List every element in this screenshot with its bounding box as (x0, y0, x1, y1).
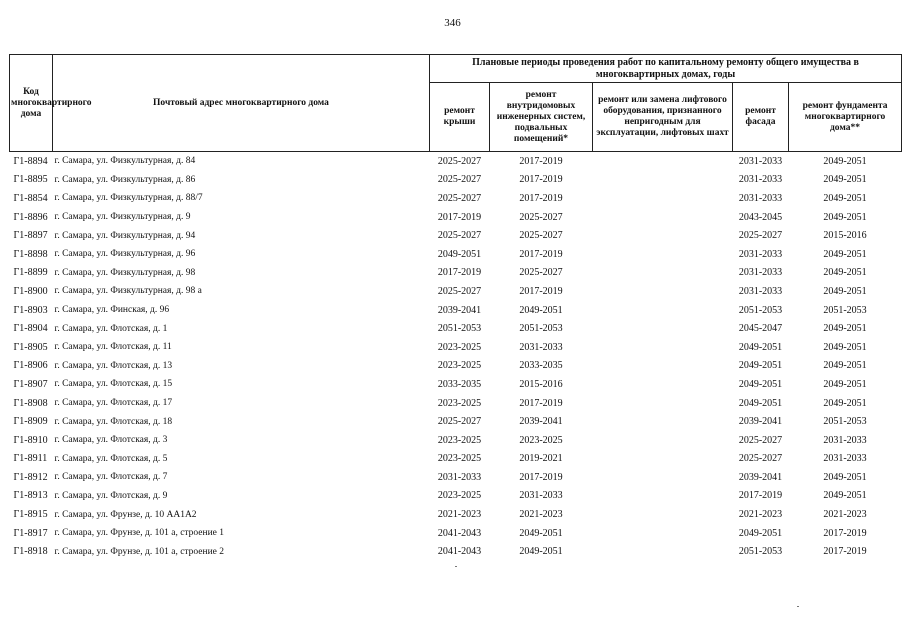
cell-foundation: 2049-2051 (823, 267, 867, 279)
cell-systems: 2017-2019 (519, 192, 563, 204)
header-code: Код многоквартирного дома (10, 55, 53, 152)
cell-elevator (593, 375, 733, 394)
cell-foundation: 2021-2023 (823, 509, 867, 521)
cell-facade: 2039-2041 (738, 416, 783, 428)
cell-roof: 2023-2025 (437, 360, 482, 372)
cell-foundation: 2049-2051 (823, 323, 867, 335)
table-row (10, 394, 902, 413)
cell-facade: 2031-2033 (738, 285, 783, 297)
cell-address: г. Самара, ул. Флотская, д. 13 (54, 360, 173, 371)
cell-roof: 2023-2025 (437, 397, 482, 409)
header-address: Почтовый адрес многоквартирного дома (53, 55, 430, 152)
cell-foundation: 2051-2053 (823, 304, 867, 316)
table-row (10, 264, 902, 283)
cell-facade: 2031-2033 (738, 174, 783, 186)
cell-code: Г1-8898 (13, 248, 48, 260)
cell-foundation: 2049-2051 (823, 211, 867, 223)
cell-facade: 2025-2027 (738, 453, 783, 465)
table-row (10, 357, 902, 376)
cell-foundation: 2049-2051 (823, 248, 867, 260)
cell-systems: 2049-2051 (519, 527, 563, 539)
cell-foundation: 2049-2051 (823, 285, 867, 297)
scan-speck (797, 606, 799, 607)
cell-systems: 2017-2019 (519, 155, 563, 167)
cell-roof: 2051-2053 (437, 323, 482, 335)
capital-repair-table (9, 54, 902, 561)
table-row (10, 152, 902, 171)
cell-systems: 2017-2019 (519, 248, 563, 260)
cell-facade: 2049-2051 (738, 378, 783, 390)
cell-elevator (593, 468, 733, 487)
table-row (10, 524, 902, 543)
cell-address: г. Самара, ул. Флотская, д. 18 (54, 416, 173, 427)
cell-address: г. Самара, ул. Физкультурная, д. 88/7 (54, 193, 203, 204)
cell-roof: 2049-2051 (437, 248, 482, 260)
cell-roof: 2025-2027 (437, 416, 482, 428)
cell-facade: 2051-2053 (738, 304, 783, 316)
cell-address: г. Самара, ул. Физкультурная, д. 94 (54, 230, 196, 241)
cell-code: Г1-8909 (13, 416, 48, 428)
cell-code: Г1-8907 (13, 378, 48, 390)
cell-code: Г1-8906 (13, 360, 48, 372)
cell-code: Г1-8895 (13, 174, 48, 186)
cell-facade: 2031-2033 (738, 248, 783, 260)
cell-code: Г1-8854 (13, 192, 48, 204)
table-row (10, 338, 902, 357)
cell-address: г. Самара, ул. Флотская, д. 11 (54, 342, 172, 353)
cell-foundation: 2049-2051 (823, 174, 867, 186)
cell-code: Г1-8896 (13, 211, 48, 223)
cell-facade: 2045-2047 (738, 323, 783, 335)
cell-elevator (593, 412, 733, 431)
cell-systems: 2025-2027 (519, 211, 563, 223)
cell-roof: 2023-2025 (437, 453, 482, 465)
table-row (10, 487, 902, 506)
cell-systems: 2021-2023 (519, 509, 563, 521)
cell-address: г. Самара, ул. Фрунзе, д. 101 а, строение 2 (54, 546, 225, 557)
cell-systems: 2017-2019 (519, 174, 563, 186)
cell-foundation: 2031-2033 (823, 453, 867, 465)
cell-facade: 2025-2027 (738, 434, 783, 446)
cell-systems: 2031-2033 (519, 490, 563, 502)
cell-facade: 2025-2027 (738, 230, 783, 242)
table-body (10, 152, 902, 562)
cell-foundation: 2031-2033 (823, 434, 867, 446)
cell-code: Г1-8897 (13, 230, 48, 242)
table-row (10, 412, 902, 431)
cell-roof: 2041-2043 (437, 546, 482, 558)
cell-foundation: 2049-2051 (823, 490, 867, 502)
table-row (10, 431, 902, 450)
cell-code: Г1-8911 (13, 453, 48, 465)
cell-elevator (593, 282, 733, 301)
cell-code: Г1-8908 (13, 397, 48, 409)
cell-foundation: 2049-2051 (823, 397, 867, 409)
header-roof: ремонт крыши (430, 83, 490, 152)
cell-roof: 2025-2027 (437, 192, 482, 204)
cell-address: г. Самара, ул. Фрунзе, д. 10 АА1А2 (54, 509, 197, 520)
cell-foundation: 2051-2053 (823, 416, 867, 428)
cell-roof: 2025-2027 (437, 155, 482, 167)
table-row (10, 375, 902, 394)
cell-facade: 2051-2053 (738, 546, 783, 558)
page-number: 346 (444, 17, 461, 29)
cell-code: Г1-8917 (13, 527, 48, 539)
cell-roof: 2025-2027 (437, 285, 482, 297)
cell-facade: 2049-2051 (738, 360, 783, 372)
cell-systems: 2039-2041 (519, 416, 563, 428)
cell-elevator (593, 505, 733, 524)
header-facade: ремонт фасада (733, 83, 789, 152)
cell-systems: 2019-2021 (519, 453, 563, 465)
cell-roof: 2023-2025 (437, 434, 482, 446)
table-row (10, 301, 902, 320)
table-row (10, 282, 902, 301)
cell-systems: 2017-2019 (519, 285, 563, 297)
cell-code: Г1-8910 (13, 434, 48, 446)
cell-elevator (593, 152, 733, 171)
cell-systems: 2023-2025 (519, 434, 563, 446)
cell-elevator (593, 226, 733, 245)
cell-address: г. Самара, ул. Флотская, д. 1 (54, 323, 168, 334)
table-row (10, 245, 902, 264)
cell-elevator (593, 208, 733, 227)
cell-systems: 2015-2016 (519, 378, 563, 390)
cell-systems: 2025-2027 (519, 230, 563, 242)
cell-elevator (593, 431, 733, 450)
cell-code: Г1-8905 (13, 341, 48, 353)
cell-elevator (593, 450, 733, 469)
header-periods-group: Плановые периоды проведения работ по капитальному ремонту общего имущества в многоквартирных домах, годы (430, 55, 902, 83)
cell-facade: 2031-2033 (738, 267, 783, 279)
cell-roof: 2031-2033 (437, 471, 482, 483)
header-elevator: ремонт или замена лифтового оборудования, признанного непригодным для эксплуатации, лифтовых шахт (593, 83, 733, 152)
cell-address: г. Самара, ул. Флотская, д. 9 (54, 490, 168, 501)
table-row (10, 171, 902, 190)
cell-foundation: 2049-2051 (823, 155, 867, 167)
cell-systems: 2017-2019 (519, 471, 563, 483)
cell-facade: 2017-2019 (738, 490, 783, 502)
cell-elevator (593, 487, 733, 506)
cell-roof: 2017-2019 (437, 267, 482, 279)
cell-elevator (593, 338, 733, 357)
cell-foundation: 2049-2051 (823, 341, 867, 353)
cell-address: г. Самара, ул. Физкультурная, д. 98 а (54, 286, 202, 297)
table-row (10, 189, 902, 208)
cell-elevator (593, 542, 733, 561)
cell-elevator (593, 189, 733, 208)
cell-code: Г1-8903 (13, 304, 48, 316)
table-row (10, 468, 902, 487)
cell-elevator (593, 171, 733, 190)
cell-address: г. Самара, ул. Физкультурная, д. 86 (54, 174, 196, 185)
cell-elevator (593, 264, 733, 283)
cell-facade: 2049-2051 (738, 341, 783, 353)
cell-address: г. Самара, ул. Финская, д. 96 (54, 305, 170, 316)
table-row (10, 450, 902, 469)
cell-address: г. Самара, ул. Фрунзе, д. 101 а, строение 1 (54, 528, 225, 539)
cell-address: г. Самара, ул. Физкультурная, д. 98 (54, 267, 196, 278)
table-row (10, 226, 902, 245)
cell-facade: 2043-2045 (738, 211, 783, 223)
cell-elevator (593, 245, 733, 264)
cell-facade: 2021-2023 (738, 509, 783, 521)
cell-address: г. Самара, ул. Флотская, д. 17 (54, 398, 173, 409)
cell-code: Г1-8915 (13, 509, 48, 521)
cell-systems: 2017-2019 (519, 397, 563, 409)
table-row (10, 208, 902, 227)
cell-address: г. Самара, ул. Флотская, д. 3 (54, 435, 168, 446)
cell-code: Г1-8894 (13, 155, 48, 167)
header-systems: ремонт внутридомовых инженерных систем, подвальных помещений* (490, 83, 593, 152)
cell-elevator (593, 524, 733, 543)
cell-facade: 2031-2033 (738, 192, 783, 204)
cell-foundation: 2017-2019 (823, 527, 867, 539)
cell-code: Г1-8913 (13, 490, 48, 502)
cell-systems: 2051-2053 (519, 323, 563, 335)
scan-speck (455, 566, 457, 567)
cell-roof: 2023-2025 (437, 341, 482, 353)
cell-code: Г1-8899 (13, 267, 48, 279)
cell-code: Г1-8900 (13, 285, 48, 297)
cell-systems: 2049-2051 (519, 546, 563, 558)
cell-address: г. Самара, ул. Флотская, д. 15 (54, 379, 173, 390)
table-row (10, 319, 902, 338)
cell-roof: 2025-2027 (437, 230, 482, 242)
cell-code: Г1-8912 (13, 471, 48, 483)
cell-roof: 2023-2025 (437, 490, 482, 502)
table-row (10, 542, 902, 561)
cell-roof: 2039-2041 (437, 304, 482, 316)
cell-foundation: 2049-2051 (823, 192, 867, 204)
cell-foundation: 2049-2051 (823, 378, 867, 390)
cell-code: Г1-8918 (13, 546, 48, 558)
cell-roof: 2021-2023 (437, 509, 482, 521)
cell-elevator (593, 357, 733, 376)
cell-elevator (593, 319, 733, 338)
cell-roof: 2025-2027 (437, 174, 482, 186)
cell-systems: 2025-2027 (519, 267, 563, 279)
cell-facade: 2031-2033 (738, 155, 783, 167)
cell-address: г. Самара, ул. Физкультурная, д. 96 (54, 249, 196, 260)
cell-code: Г1-8904 (13, 323, 48, 335)
cell-facade: 2049-2051 (738, 397, 783, 409)
cell-foundation: 2017-2019 (823, 546, 867, 558)
cell-systems: 2031-2033 (519, 341, 563, 353)
cell-facade: 2049-2051 (738, 527, 783, 539)
cell-foundation: 2049-2051 (823, 360, 867, 372)
cell-address: г. Самара, ул. Физкультурная, д. 9 (54, 212, 191, 223)
cell-roof: 2017-2019 (437, 211, 482, 223)
cell-address: г. Самара, ул. Флотская, д. 7 (54, 472, 168, 483)
cell-address: г. Самара, ул. Физкультурная, д. 84 (54, 156, 196, 167)
header-foundation: ремонт фундамента многоквартирного дома** (789, 83, 902, 152)
cell-foundation: 2049-2051 (823, 471, 867, 483)
cell-systems: 2049-2051 (519, 304, 563, 316)
cell-facade: 2039-2041 (738, 471, 783, 483)
table-row (10, 505, 902, 524)
cell-elevator (593, 394, 733, 413)
table-header (10, 55, 902, 152)
cell-systems: 2033-2035 (519, 360, 563, 372)
cell-roof: 2033-2035 (437, 378, 482, 390)
cell-roof: 2041-2043 (437, 527, 482, 539)
cell-elevator (593, 301, 733, 320)
cell-foundation: 2015-2016 (823, 230, 867, 242)
cell-address: г. Самара, ул. Флотская, д. 5 (54, 453, 168, 464)
